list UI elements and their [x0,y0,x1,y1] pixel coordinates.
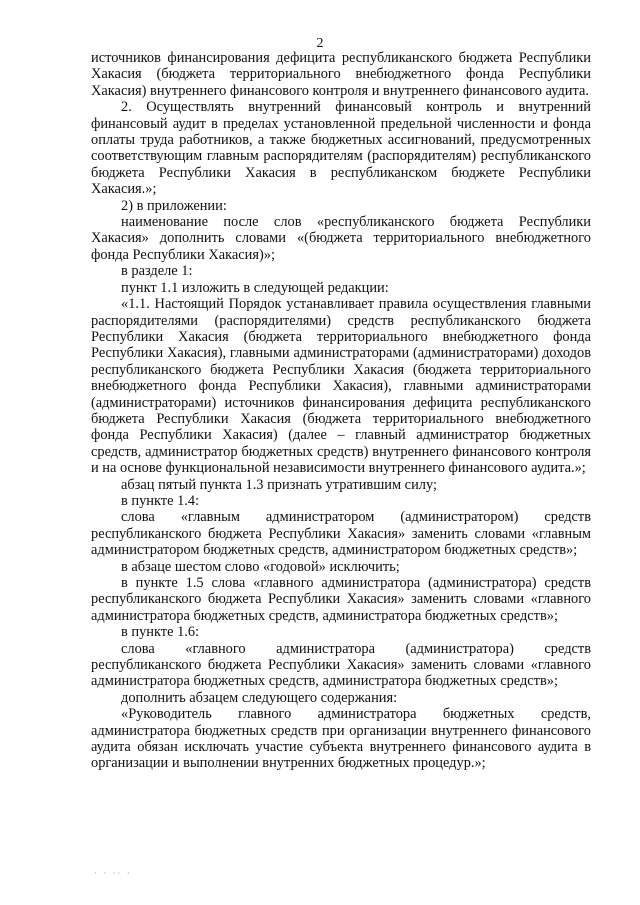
paragraph-add-clause: дополнить абзацем следующего содержания: [121,689,398,706]
paragraph-point-1-6-heading: в пункте 1.6: [121,624,200,641]
paragraph-point-1-4-heading: в пункте 1.4: [121,492,200,509]
paragraph-point-1-4-words: слова «главным администратором (администратором) средств республиканского бюджета Республики Хакасия» заменить словами «главным администратором бюджетных средств, администратором бюджетных средств»; [91,509,591,559]
paragraph-continuation: источников финансирования дефицита республиканского бюджета Республики Хакасия (бюджета территориального внебюджетного фонда Республики Хакасия) внутреннего финансового контроля и внутреннего финансового аудита. [91,50,591,99]
paragraph-appendix-heading: 2) в приложении: [121,197,227,214]
document-body [91,50,591,772]
paragraph-point-1-5: в пункте 1.5 слова «главного администратора (администратора) средств республиканского бюджета Республики Хакасия» заменить словами «главного администратора бюджетных средств, администратора бюджетных средств»; [91,575,591,624]
paragraph-new-clause: «Руководитель главного администратора бюджетных средств, администратора бюджетных средств при организации внутреннего финансового аудита обязан исключать участие субъекта внутреннего финансового аудита в организации и выполнении внутренних бюджетных процедур.»; [91,706,591,772]
paragraph-title-amendment: наименование после слов «республиканского бюджета Республики Хакасия» дополнить словами «(бюджета территориального внебюджетного фонда Республики Хакасия)»; [91,214,591,263]
paragraph-point-1-1-text: «1.1. Настоящий Порядок устанавливает правила осуществления главными распорядителями (распорядителями) средств республиканского бюджета Республики Хакасия (бюджета территориального внебюджетного фонда Республики Хакасия), главными администраторами (администраторами) доходов республиканского бюджета Республики Хакасия (бюджета территориального внебюджетного фонда Республики Хакасия), главными администраторами (администраторами) источников финансирования дефицита республиканского бюджета Республики Хакасия (бюджета территориального внебюджетного фонда Республики Хакасия) (далее – главный администратор бюджетных средств, администратор бюджетных средств) внутреннего финансового контроля и на основе функциональной независимости внутреннего финансового аудита.»; [91,296,591,477]
paragraph-point-1-3: абзац пятый пункта 1.3 признать утратившим силу; [121,476,437,493]
paragraph-point-1-6-words: слова «главного администратора (администратора) средств республиканского бюджета Республики Хакасия» заменить словами «главного администратора бюджетных средств, администратора бюджетных средств»; [91,640,591,690]
paragraph-item-2: 2. Осуществлять внутренний финансовый контроль и внутренний финансовый аудит в пределах установленной предельной численности и фонда оплаты труда работников, а также бюджетных ассигнований, предусмотренных соответствующим главным распорядителям (распорядителям) республиканского бюджета Республики Хакасия в республиканском бюджете Республики Хакасия.»; [91,99,591,198]
paragraph-point-1-1-intro: пункт 1.1 изложить в следующей редакции: [121,279,389,296]
footer-mark: · · ·· · [94,868,132,878]
page-number: 2 [316,36,324,51]
paragraph-section-1: в разделе 1: [121,263,193,280]
paragraph-point-1-4-sixth: в абзаце шестом слово «годовой» исключить; [121,558,400,575]
